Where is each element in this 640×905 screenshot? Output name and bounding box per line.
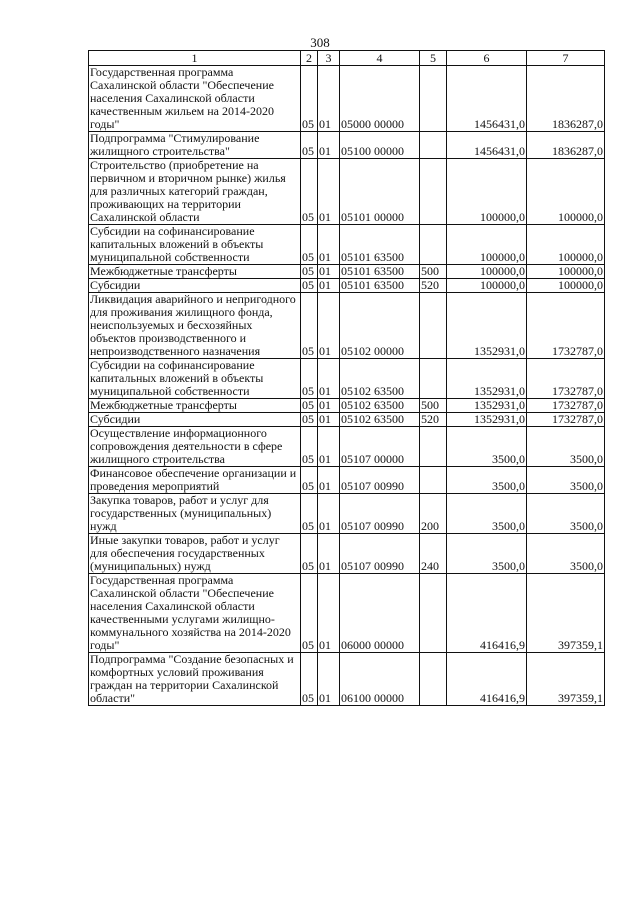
amount-col-6: 1456431,0 — [447, 132, 527, 159]
table-row — [89, 265, 605, 279]
subsection-code: 01 — [318, 132, 340, 159]
section-code: 05 — [301, 279, 318, 293]
table-row — [89, 653, 605, 706]
expense-type-code: 520 — [420, 413, 447, 427]
target-article-code: 06100 00000 — [340, 653, 420, 706]
target-article-code: 05000 00000 — [340, 66, 420, 132]
target-article-code: 05101 63500 — [340, 265, 420, 279]
row-label: Строительство (приобретение на первичном и вторичном рынке) жилья для различных категорий граждан, проживающих на территории Сахалинской области — [89, 159, 301, 225]
section-code: 05 — [301, 494, 318, 534]
header-cell: 4 — [340, 51, 420, 66]
target-article-code: 05107 00990 — [340, 534, 420, 574]
amount-col-6: 3500,0 — [447, 534, 527, 574]
amount-col-7: 3500,0 — [527, 534, 605, 574]
expense-type-code: 240 — [420, 534, 447, 574]
expense-type-code — [420, 427, 447, 467]
row-label: Субсидии — [89, 413, 301, 427]
expense-type-code — [420, 359, 447, 399]
header-cell: 7 — [527, 51, 605, 66]
section-code: 05 — [301, 653, 318, 706]
expense-type-code — [420, 225, 447, 265]
section-code: 05 — [301, 66, 318, 132]
row-label: Субсидии на софинансирование капитальных вложений в объекты муниципальной собственности — [89, 225, 301, 265]
amount-col-6: 1456431,0 — [447, 66, 527, 132]
amount-col-7: 100000,0 — [527, 159, 605, 225]
amount-col-7: 1732787,0 — [527, 399, 605, 413]
subsection-code: 01 — [318, 494, 340, 534]
target-article-code: 05100 00000 — [340, 132, 420, 159]
table-row — [89, 225, 605, 265]
table-row — [89, 467, 605, 494]
amount-col-7: 397359,1 — [527, 653, 605, 706]
amount-col-7: 100000,0 — [527, 279, 605, 293]
section-code: 05 — [301, 293, 318, 359]
row-label: Государственная программа Сахалинской области "Обеспечение населения Сахалинской области качественными услугами жилищно-коммунального хозяйства на 2014-2020 годы" — [89, 574, 301, 653]
subsection-code: 01 — [318, 399, 340, 413]
table-row — [89, 293, 605, 359]
amount-col-6: 100000,0 — [447, 159, 527, 225]
subsection-code: 01 — [318, 413, 340, 427]
amount-col-7: 3500,0 — [527, 427, 605, 467]
section-code: 05 — [301, 359, 318, 399]
amount-col-6: 100000,0 — [447, 225, 527, 265]
subsection-code: 01 — [318, 427, 340, 467]
table-row — [89, 66, 605, 132]
amount-col-6: 416416,9 — [447, 574, 527, 653]
section-code: 05 — [301, 467, 318, 494]
amount-col-7: 1732787,0 — [527, 413, 605, 427]
amount-col-6: 3500,0 — [447, 467, 527, 494]
amount-col-6: 3500,0 — [447, 494, 527, 534]
expense-type-code — [420, 653, 447, 706]
header-cell: 1 — [89, 51, 301, 66]
amount-col-7: 1732787,0 — [527, 359, 605, 399]
row-label: Закупка товаров, работ и услуг для государственных (муниципальных) нужд — [89, 494, 301, 534]
row-label: Государственная программа Сахалинской области "Обеспечение населения Сахалинской области качественным жильем на 2014-2020 годы" — [89, 66, 301, 132]
header-cell: 3 — [318, 51, 340, 66]
row-label: Подпрограмма "Создание безопасных и комфортных условий проживания граждан на территории Сахалинской области" — [89, 653, 301, 706]
table-row — [89, 399, 605, 413]
table-row — [89, 574, 605, 653]
expense-type-code — [420, 132, 447, 159]
amount-col-7: 1732787,0 — [527, 293, 605, 359]
target-article-code: 05102 63500 — [340, 413, 420, 427]
header-cell: 5 — [420, 51, 447, 66]
amount-col-6: 1352931,0 — [447, 359, 527, 399]
subsection-code: 01 — [318, 534, 340, 574]
target-article-code: 05107 00000 — [340, 427, 420, 467]
expense-type-code — [420, 467, 447, 494]
target-article-code: 05101 63500 — [340, 279, 420, 293]
table-row — [89, 534, 605, 574]
table-row — [89, 427, 605, 467]
amount-col-7: 100000,0 — [527, 225, 605, 265]
subsection-code: 01 — [318, 159, 340, 225]
table-row — [89, 494, 605, 534]
budget-table — [88, 50, 605, 706]
amount-col-7: 397359,1 — [527, 574, 605, 653]
section-code: 05 — [301, 574, 318, 653]
row-label: Финансовое обеспечение организации и проведения мероприятий — [89, 467, 301, 494]
target-article-code: 05107 00990 — [340, 467, 420, 494]
amount-col-6: 3500,0 — [447, 427, 527, 467]
section-code: 05 — [301, 413, 318, 427]
amount-col-7: 100000,0 — [527, 265, 605, 279]
amount-col-6: 100000,0 — [447, 265, 527, 279]
expense-type-code — [420, 159, 447, 225]
section-code: 05 — [301, 399, 318, 413]
subsection-code: 01 — [318, 293, 340, 359]
row-label: Межбюджетные трансферты — [89, 265, 301, 279]
amount-col-6: 1352931,0 — [447, 413, 527, 427]
row-label: Субсидии — [89, 279, 301, 293]
subsection-code: 01 — [318, 265, 340, 279]
target-article-code: 05102 63500 — [340, 359, 420, 399]
target-article-code: 05102 00000 — [340, 293, 420, 359]
amount-col-6: 416416,9 — [447, 653, 527, 706]
amount-col-6: 1352931,0 — [447, 293, 527, 359]
row-label: Субсидии на софинансирование капитальных вложений в объекты муниципальной собственности — [89, 359, 301, 399]
target-article-code: 05107 00990 — [340, 494, 420, 534]
table-row — [89, 413, 605, 427]
section-code: 05 — [301, 132, 318, 159]
subsection-code: 01 — [318, 279, 340, 293]
target-article-code: 05101 63500 — [340, 225, 420, 265]
expense-type-code — [420, 574, 447, 653]
page-number: 308 — [310, 35, 330, 50]
subsection-code: 01 — [318, 574, 340, 653]
section-code: 05 — [301, 427, 318, 467]
table-row — [89, 159, 605, 225]
row-label: Иные закупки товаров, работ и услуг для обеспечения государственных (муниципальных) нужд — [89, 534, 301, 574]
expense-type-code: 520 — [420, 279, 447, 293]
amount-col-7: 3500,0 — [527, 467, 605, 494]
amount-col-7: 3500,0 — [527, 494, 605, 534]
header-cell: 6 — [447, 51, 527, 66]
subsection-code: 01 — [318, 225, 340, 265]
amount-col-6: 1352931,0 — [447, 399, 527, 413]
expense-type-code — [420, 66, 447, 132]
target-article-code: 06000 00000 — [340, 574, 420, 653]
section-code: 05 — [301, 225, 318, 265]
header-cell: 2 — [301, 51, 318, 66]
row-label: Осуществление информационного сопровождения деятельности в сфере жилищного строительства — [89, 427, 301, 467]
table-row — [89, 279, 605, 293]
amount-col-7: 1836287,0 — [527, 132, 605, 159]
section-code: 05 — [301, 159, 318, 225]
subsection-code: 01 — [318, 66, 340, 132]
amount-col-7: 1836287,0 — [527, 66, 605, 132]
expense-type-code — [420, 293, 447, 359]
row-label: Ликвидация аварийного и непригодного для проживания жилищного фонда, неиспользуемых и бесхозяйных объектов производственного и непроизводственного назначения — [89, 293, 301, 359]
section-code: 05 — [301, 534, 318, 574]
subsection-code: 01 — [318, 467, 340, 494]
row-label: Подпрограмма "Стимулирование жилищного строительства" — [89, 132, 301, 159]
target-article-code: 05101 00000 — [340, 159, 420, 225]
expense-type-code: 500 — [420, 399, 447, 413]
expense-type-code: 500 — [420, 265, 447, 279]
table-row — [89, 359, 605, 399]
table-header-row — [89, 51, 605, 66]
amount-col-6: 100000,0 — [447, 279, 527, 293]
table-row — [89, 132, 605, 159]
target-article-code: 05102 63500 — [340, 399, 420, 413]
expense-type-code: 200 — [420, 494, 447, 534]
row-label: Межбюджетные трансферты — [89, 399, 301, 413]
subsection-code: 01 — [318, 653, 340, 706]
subsection-code: 01 — [318, 359, 340, 399]
section-code: 05 — [301, 265, 318, 279]
